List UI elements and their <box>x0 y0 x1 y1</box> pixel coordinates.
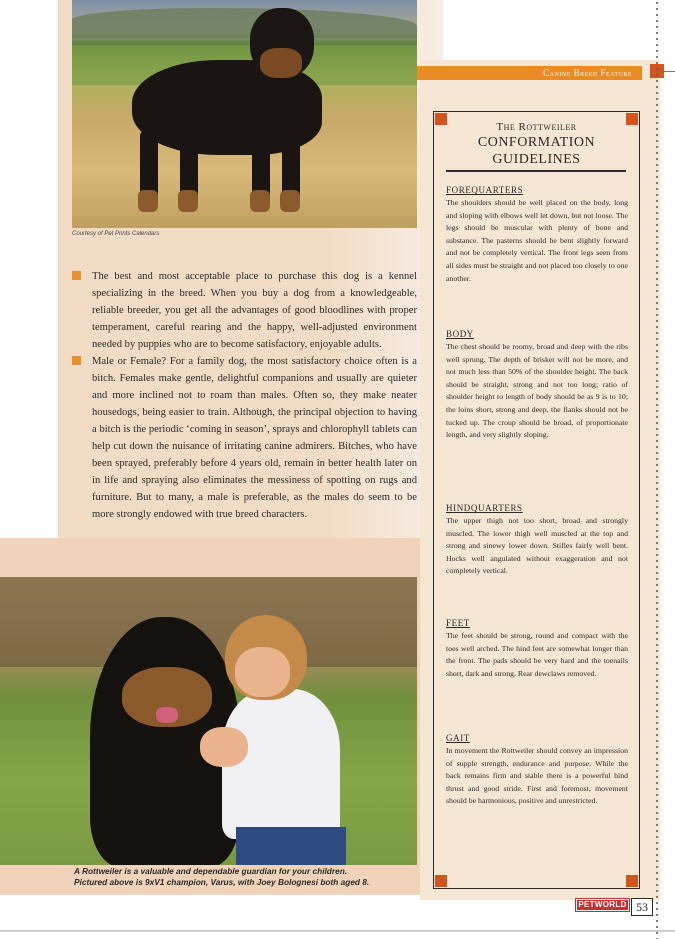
rottweiler-standing-photo <box>72 0 417 228</box>
section-heading: GAIT <box>446 733 470 743</box>
boy-face <box>235 647 290 697</box>
paragraph-text: The best and most acceptable place to purchase this dog is a kennel specializing in the breed. When you buy a dog from a knowledgeable, reliable breeder, you get all the advantages of good bloodlines with proper temperament, careful rearing and the happy, well-adjusted environment needed by puppies who are to become satisfactory, enjoyable adults. <box>92 271 417 350</box>
photo-caption <box>74 866 424 888</box>
section-text: The shoulders should be well placed on the body, long and sloping with elbows well let down, but not loose. The legs should be muscular with plenty of bone and substance. The pasterns should be bent slightly forward and not be completely vertical. The front legs seen from all sides must be straight and not placed too closely to one another. <box>446 198 628 283</box>
boy-shirt <box>222 689 340 839</box>
article-paragraph <box>72 353 417 523</box>
section-gait <box>446 732 628 808</box>
section-text: The upper thigh not too short, broad and strongly muscled. The lower thigh well muscled at the top and strong and sinewy lower down. Stifles fairly well bent. Hocks well angulated without exaggeration and not completely vertical. <box>446 516 628 576</box>
bullet-square-icon <box>72 271 81 280</box>
dog-paw <box>250 190 270 212</box>
bottom-rule <box>0 930 675 932</box>
photo-credit: Courtesy of Pet Prints Calendars <box>72 231 160 237</box>
dog-paw <box>280 190 300 212</box>
section-heading: FEET <box>446 618 470 628</box>
page-number: 53 <box>631 898 653 916</box>
boy-arm <box>200 727 248 767</box>
photo-hills <box>72 8 417 38</box>
caption-line: A Rottweiler is a valuable and dependable guardian for your children. <box>74 866 348 876</box>
dog-muzzle <box>260 48 302 78</box>
sidebar-title <box>434 120 639 168</box>
feature-banner: Canine Breed Feature <box>417 66 642 80</box>
section-text: The feet should be strong, round and compact with the toes well arched. The hind feet are somewhat longer than the front. The pads should be very hard and the toenails short, dark and strong. Rear dewclaws removed. <box>446 631 628 678</box>
sidebar-title-line: The Rottweiler <box>496 121 577 133</box>
section-heading: HINDQUARTERS <box>446 503 523 513</box>
boy-with-rottweiler-photo <box>0 577 417 865</box>
section-heading: BODY <box>446 329 474 339</box>
sidebar-title-line: CONFORMATION <box>477 135 596 150</box>
section-text: In movement the Rottweiler should convey an impression of supple strength, endurance and purpose. While the back remains firm and stable there is a powerful hind thrust and good stride. First and foremost, movement should be harmonious, positive and unrestricted. <box>446 746 628 806</box>
title-divider <box>446 170 626 172</box>
corner-square-icon <box>626 875 638 887</box>
article-paragraph <box>72 268 417 353</box>
dotted-margin-rule <box>656 0 658 939</box>
boy-jeans <box>236 827 346 865</box>
dog-tongue <box>156 707 178 723</box>
paragraph-text: Male or Female? For a family dog, the most satisfactory choice often is a bitch. Females make gentle, delightful companions and usually are quieter and more inclined not to roam than males. Often so, they make neater housedogs, being easier to train. Although, the principal objection to having a bitch is the periodic ‘coming in season’, sprays and chlorophyll tablets can help cut down the nuisance of irritating canine admirers. Bitches, who have been sprayed, preferably before 4 years old, remain in better health later on in life and spraying also eliminates the messiness of spotting on rugs and furniture. But to many, a male is preferable, as the males do seem to be more strongly endowed with true breed characters. <box>92 356 417 520</box>
logo-frame <box>576 899 629 911</box>
dog-paw <box>138 190 158 212</box>
section-body <box>446 328 628 442</box>
banner-rule <box>664 71 675 72</box>
section-forequarters <box>446 184 628 285</box>
section-heading: FOREQUARTERS <box>446 185 524 195</box>
section-feet <box>446 617 628 680</box>
dog-paw <box>178 190 198 212</box>
section-hindquarters <box>446 502 628 578</box>
article-body <box>72 268 417 523</box>
corner-square-icon <box>435 875 447 887</box>
conformation-sidebar <box>433 111 640 889</box>
caption-line: Pictured above is 9xV1 champion, Varus, with Joey Bolognesi both aged 8. <box>74 877 370 887</box>
section-text: The chest should be roomy, broad and deep with the ribs well sprung. The depth of brisket will not be more, and not much less than 50% of the shoulder height. The back should be straight, strong and not too long; ratio of shoulder height to length of body should be as 9 is to 10; the loins short, strong and deep, the flanks should not be tucked up. The croup should be broad, of proportionate length, and very slightly sloping. <box>446 342 628 440</box>
magazine-logo: PETWORLD <box>575 898 630 912</box>
sidebar-title-line: GUIDELINES <box>492 152 581 167</box>
bullet-square-icon <box>72 356 81 365</box>
